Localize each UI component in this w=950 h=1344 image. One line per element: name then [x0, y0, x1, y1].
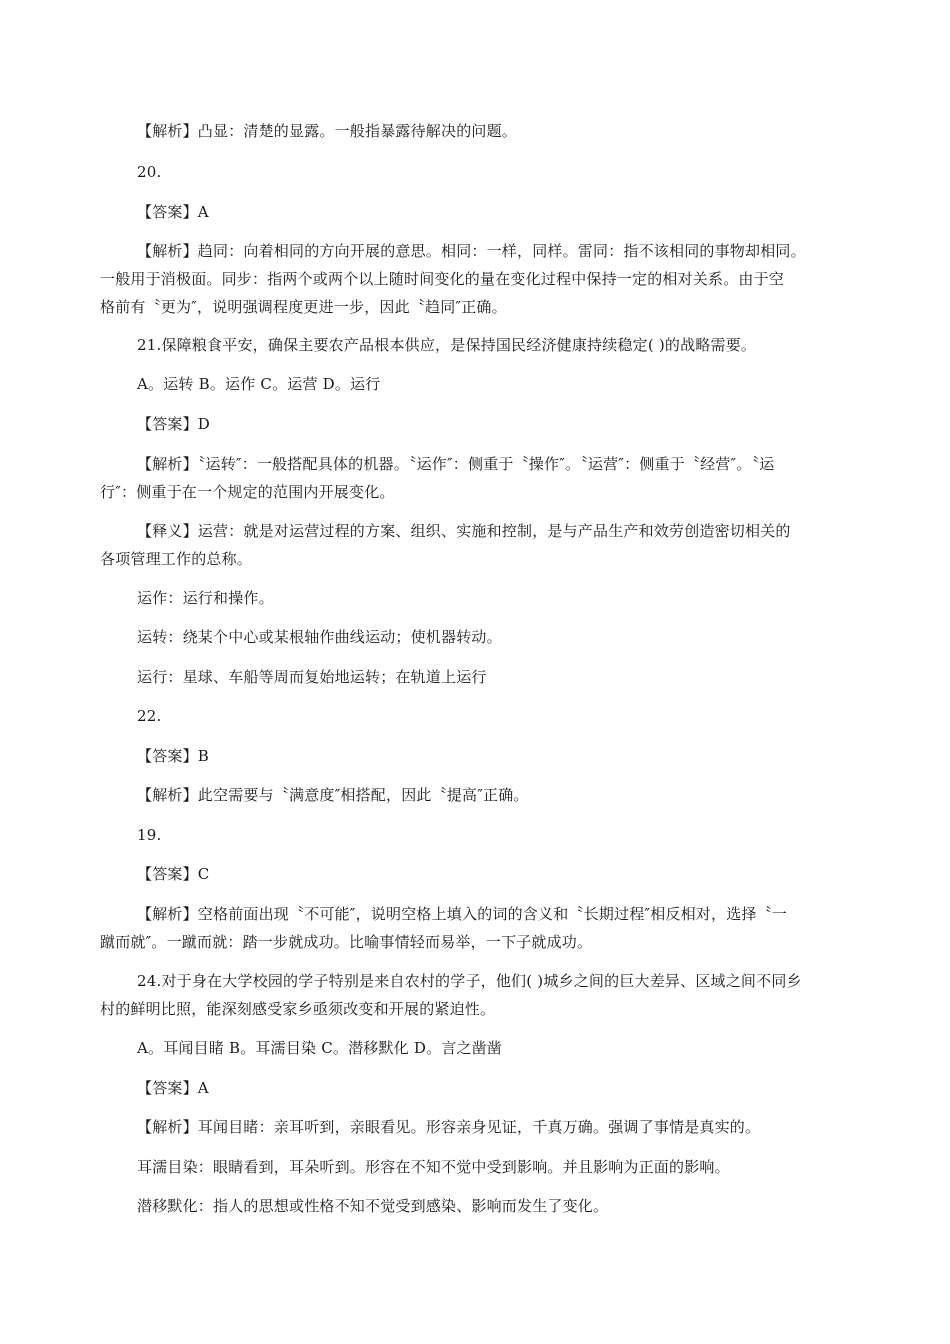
- options-line: A。运转 B。运作 C。运营 D。运行: [137, 375, 381, 393]
- options-line: A。耳闻目睹 B。耳濡目染 C。潜移默化 D。言之凿凿: [137, 1039, 503, 1057]
- text-line: 运转：绕某个中心或某根轴作曲线运动；使机器转动。: [137, 628, 502, 646]
- text-line: 一般用于消极面。同步：指两个或两个以上随时间变化的量在变化过程中保持一定的相对关系。由于空: [100, 270, 785, 288]
- text-line: 格前有〝更为″，说明强调程度更进一步，因此〝趋同″正确。: [100, 298, 507, 316]
- text-line: 行″：侧重于在一个规定的范围内开展变化。: [100, 483, 395, 501]
- question-line: 24.对于身在大学校园的学子特别是来自农村的学子，他们( )城乡之间的巨大差异、区域之间不同乡: [137, 972, 802, 990]
- text-line: 运作：运行和操作。: [137, 589, 274, 607]
- question-line: 21.保障粮食平安，确保主要农产品根本供应，是保持国民经济健康持续稳定( )的战略需要。: [137, 336, 757, 354]
- text-line: 【解析】此空需要与〝满意度″相搭配，因此〝提高″正确。: [137, 786, 529, 804]
- text-line: 耳濡目染：眼睛看到，耳朵听到。形容在不知不觉中受到影响。并且影响为正面的影响。: [137, 1158, 730, 1176]
- text-line: 【解析】凸显：清楚的显露。一般指暴露待解决的问题。: [137, 122, 518, 140]
- answer-line: 【答案】B: [137, 747, 210, 765]
- text-line: 潜移默化：指人的思想或性格不知不觉受到感染、影响而发生了变化。: [137, 1197, 609, 1215]
- answer-line: 【答案】A: [137, 203, 209, 221]
- question-number: 20.: [137, 163, 162, 181]
- text-line: 运行：星球、车船等周而复始地运转；在轨道上运行: [137, 668, 487, 686]
- answer-line: 【答案】D: [137, 415, 211, 433]
- question-number: 22.: [137, 707, 162, 725]
- text-line: 各项管理工作的总称。: [100, 550, 253, 568]
- question-line: 村的鲜明比照，能深刻感受家乡亟须改变和开展的紧迫性。: [100, 1000, 496, 1018]
- question-number: 19.: [137, 826, 162, 844]
- text-line: 【解析】耳闻目睹：亲耳听到，亲眼看见。形容亲身见证，千真万确。强调了事情是真实的。: [137, 1118, 761, 1136]
- answer-line: 【答案】A: [137, 1079, 209, 1097]
- text-line: 【释义】运营：就是对运营过程的方案、组织、实施和控制，是与产品生产和效劳创造密切相关的: [137, 522, 791, 540]
- answer-line: 【答案】C: [137, 865, 210, 883]
- text-line: 【解析】趋同：向着相同的方向开展的意思。相同：一样，同样。雷同：指不该相同的事物却相同。: [137, 242, 806, 260]
- text-line: 【解析】空格前面出现〝不可能″，说明空格上填入的词的含义和〝长期过程″相反相对，选择〝一: [137, 905, 788, 923]
- text-line: 蹴而就″。一蹴而就：踏一步就成功。比喻事情轻而易举，一下子就成功。: [100, 933, 593, 951]
- text-line: 【解析】〝运转″：一般搭配具体的机器。〝运作″：侧重于〝操作″。〝运营″：侧重于〝经营″。〝运: [137, 455, 775, 473]
